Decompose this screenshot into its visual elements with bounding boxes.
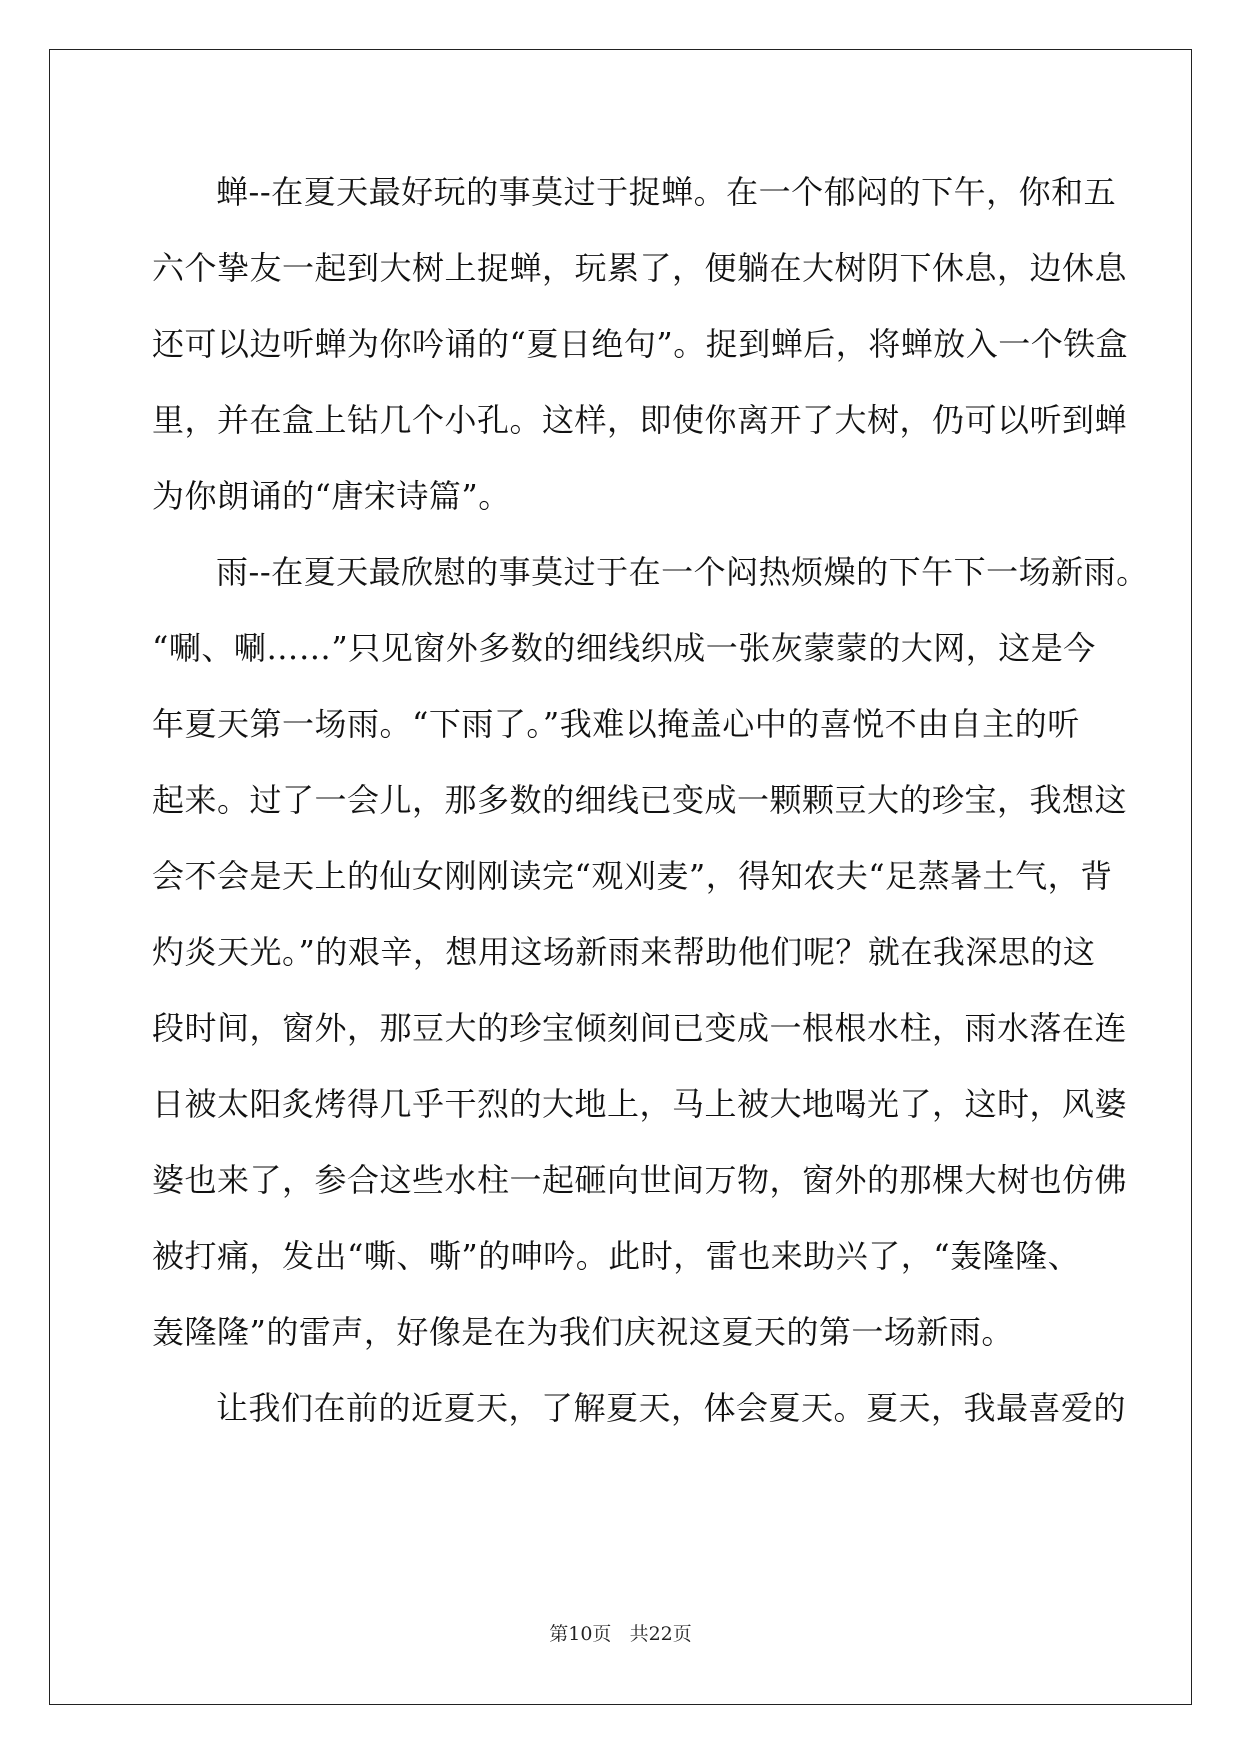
paragraph-line: 婆也来了，参合这些水柱一起砸向世间万物，窗外的那棵大树也仿佛 [152,1161,1128,1199]
paragraph-line: 里，并在盒上钻几个小孔。这样，即使你离开了大树，仍可以听到蝉 [152,401,1128,439]
paragraph-line: 日被太阳炙烤得几乎干烈的大地上，马上被大地喝光了，这时，风婆 [152,1085,1128,1123]
paragraph-line: “唰、唰……”只见窗外多数的细线织成一张灰蒙蒙的大网，这是今 [152,629,1096,667]
paragraph-line: 让我们在前的近夏天，了解夏天，体会夏天。夏天，我最喜爱的 [216,1389,1127,1427]
paragraph-line: 雨--在夏天最欣慰的事莫过于在一个闷热烦燥的下午下一场新雨。 [216,553,1149,591]
page-total: 共22页 [629,1623,692,1645]
paragraph-line: 起来。过了一会儿，那多数的细线已变成一颗颗豆大的珍宝，我想这 [152,781,1128,819]
page-number: 第10页 [549,1623,612,1645]
paragraph-line: 会不会是天上的仙女刚刚读完“观刈麦”，得知农夫“足蒸暑土气，背 [152,857,1113,895]
paragraph-line: 还可以边听蝉为你吟诵的“夏日绝句”。捉到蝉后，将蝉放入一个铁盒 [152,325,1129,363]
paragraph-line: 段时间，窗外，那豆大的珍宝倾刻间已变成一根根水柱，雨水落在连 [152,1009,1128,1047]
paragraph-line: 为你朗诵的“唐宋诗篇”。 [152,477,511,515]
paragraph-line: 被打痛，发出“嘶、嘶”的呻吟。此时，雷也来助兴了，“轰隆隆、 [152,1237,1081,1275]
paragraph-line: 六个挚友一起到大树上捉蝉，玩累了，便躺在大树阴下休息，边休息 [152,249,1128,287]
paragraph-line: 轰隆隆”的雷声，好像是在为我们庆祝这夏天的第一场新雨。 [152,1313,1014,1351]
paragraph-line: 年夏天第一场雨。“下雨了。”我难以掩盖心中的喜悦不由自主的听 [152,705,1080,743]
paragraph-line: 蝉--在夏天最好玩的事莫过于捉蝉。在一个郁闷的下午，你和五 [216,173,1117,211]
page-footer [0,1622,1241,1646]
paragraph-line: 灼炎天光。”的艰辛，想用这场新雨来帮助他们呢？就在我深思的这 [152,933,1096,971]
